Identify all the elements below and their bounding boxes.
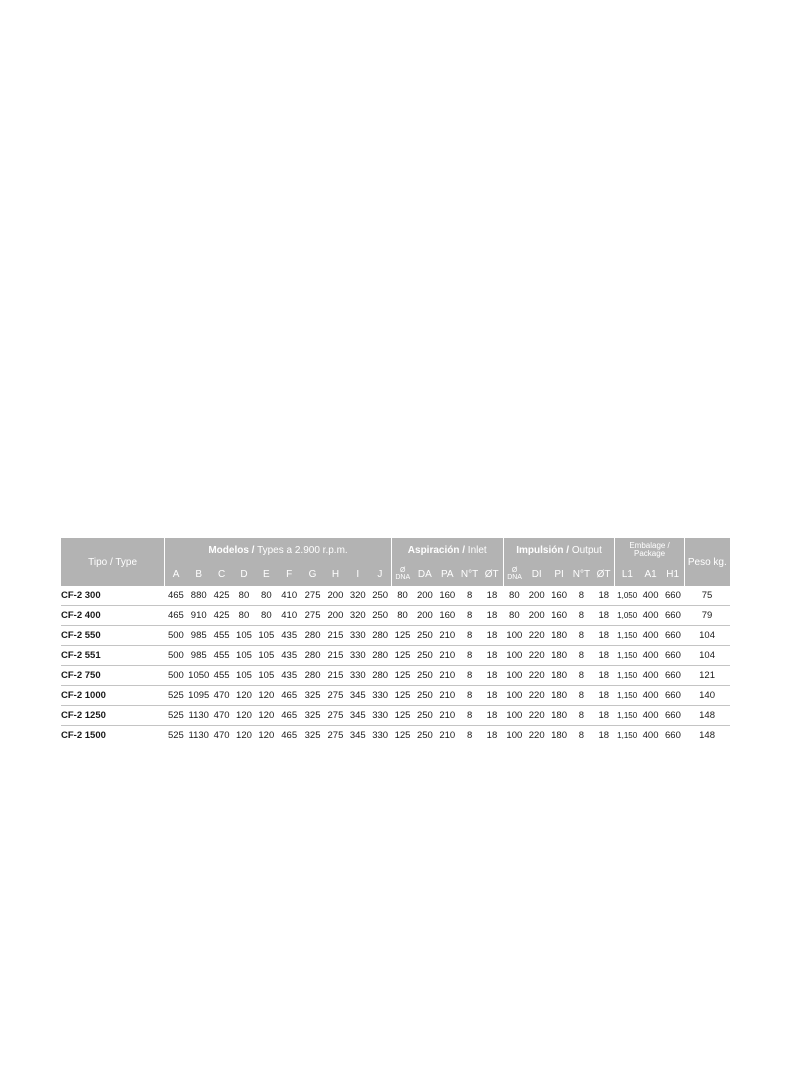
value-cell: 8 [458, 666, 480, 686]
value-cell: 120 [233, 686, 255, 706]
value-cell: 8 [466, 730, 473, 741]
value-cell: 200 [324, 586, 346, 606]
value-cell: 215 [324, 646, 346, 666]
peso-header: Peso kg. [684, 538, 730, 586]
value-cell: 400 [639, 626, 661, 646]
value-cell: 435 [278, 666, 301, 686]
value-cell: 8 [458, 606, 480, 626]
value-cell: 1,150 [615, 666, 639, 686]
value-cell: 220 [526, 646, 548, 666]
value-cell: 1,150 [615, 626, 639, 646]
value-cell: 330 [369, 686, 391, 706]
value-cell: 18 [593, 706, 615, 726]
value-cell: 75 [684, 586, 730, 606]
value-cell: 985 [187, 646, 210, 666]
model-cell: CF-2 1250 [61, 706, 165, 726]
value-cell: 660 [662, 606, 684, 626]
value-cell: 100 [503, 706, 525, 726]
value-cell: 18 [593, 606, 615, 626]
value-cell: 660 [662, 626, 684, 646]
table-row [61, 706, 730, 726]
col-b-header: B [187, 562, 210, 586]
value-cell: 660 [662, 646, 684, 666]
col-imp-dna-header: Ø DNA [503, 562, 525, 586]
value-cell: 400 [642, 730, 659, 741]
value-cell: 18 [481, 666, 503, 686]
value-cell: 660 [662, 586, 684, 606]
value-cell: 470 [210, 706, 232, 726]
value-cell: 80 [503, 586, 525, 606]
value-cell: 465 [278, 686, 301, 706]
table-row [61, 726, 730, 746]
value-cell: 8 [578, 730, 585, 741]
model-cell: CF-2 1500 [61, 730, 106, 741]
value-cell: 125 [391, 626, 413, 646]
col-l1-header: L1 [615, 562, 639, 586]
value-cell: 435 [278, 646, 301, 666]
model-cell: CF-2 550 [61, 626, 165, 646]
value-cell: 105 [233, 626, 255, 646]
value-cell: 79 [684, 606, 730, 626]
value-cell: 18 [593, 586, 615, 606]
value-cell: 200 [526, 586, 548, 606]
value-cell: 220 [528, 730, 545, 741]
value-cell: 410 [278, 606, 301, 626]
value-cell: 400 [639, 586, 661, 606]
value-cell: 180 [548, 646, 570, 666]
value-cell: 120 [233, 706, 255, 726]
value-cell: 455 [210, 626, 232, 646]
value-cell: 8 [458, 646, 480, 666]
value-cell: 250 [414, 666, 436, 686]
value-cell: 660 [662, 706, 684, 726]
value-cell: 220 [526, 666, 548, 686]
value-cell: 525 [167, 730, 184, 741]
value-cell: 8 [458, 586, 480, 606]
specs-table-wrapper [61, 538, 730, 745]
value-cell: 121 [684, 666, 730, 686]
value-cell: 18 [481, 686, 503, 706]
value-cell: 220 [526, 686, 548, 706]
value-cell: 104 [684, 626, 730, 646]
value-cell: 345 [349, 730, 366, 741]
table-row [61, 646, 730, 666]
col-f-header: F [278, 562, 301, 586]
embalage-group-header: Embalage / Package [615, 538, 684, 562]
model-cell: CF-2 300 [61, 586, 165, 606]
value-cell: 500 [165, 646, 187, 666]
value-cell: 148 [699, 730, 715, 741]
value-cell: 105 [233, 666, 255, 686]
value-cell: 120 [236, 730, 252, 741]
value-cell: 500 [165, 666, 187, 686]
value-cell: 455 [210, 666, 232, 686]
value-cell: 18 [486, 730, 498, 741]
value-cell: 105 [255, 646, 277, 666]
value-cell: 470 [213, 730, 230, 741]
value-cell: 100 [503, 686, 525, 706]
value-cell: 220 [526, 626, 548, 646]
value-cell: 180 [548, 666, 570, 686]
value-cell: 330 [372, 730, 389, 741]
value-cell: 1,150 [617, 731, 638, 740]
value-cell: 140 [684, 686, 730, 706]
value-cell: 400 [639, 686, 661, 706]
model-cell: CF-2 1000 [61, 686, 165, 706]
value-cell: 105 [255, 626, 277, 646]
table-row [61, 586, 730, 606]
value-cell: 325 [304, 730, 321, 741]
value-cell: 250 [414, 706, 436, 726]
value-cell: 180 [551, 730, 567, 741]
tipo-header: Tipo / Type [61, 538, 165, 586]
value-cell: 8 [570, 586, 592, 606]
value-cell: 1095 [187, 686, 210, 706]
value-cell: 100 [503, 626, 525, 646]
value-cell: 18 [593, 686, 615, 706]
value-cell: 280 [369, 626, 391, 646]
value-cell: 400 [639, 666, 661, 686]
value-cell: 280 [369, 646, 391, 666]
value-cell: 465 [165, 586, 187, 606]
value-cell: 465 [281, 730, 298, 741]
value-cell: 275 [301, 586, 324, 606]
value-cell: 180 [548, 706, 570, 726]
col-pa-header: PA [436, 562, 458, 586]
value-cell: 250 [414, 686, 436, 706]
value-cell: 104 [684, 646, 730, 666]
col-asp-nt-header: N°T [458, 562, 480, 586]
value-cell: 200 [526, 606, 548, 626]
value-cell: 250 [414, 626, 436, 646]
value-cell: 275 [301, 606, 324, 626]
value-cell: 8 [570, 646, 592, 666]
value-cell: 18 [481, 706, 503, 726]
value-cell: 660 [662, 686, 684, 706]
value-cell: 18 [593, 626, 615, 646]
pump-specs-table [61, 538, 730, 745]
value-cell: 210 [436, 686, 458, 706]
value-cell: 8 [570, 666, 592, 686]
value-cell: 210 [436, 666, 458, 686]
value-cell: 80 [233, 586, 255, 606]
value-cell: 80 [255, 586, 277, 606]
col-imp-ot-header: ØT [593, 562, 615, 586]
value-cell: 210 [439, 730, 456, 741]
value-cell: 500 [165, 626, 187, 646]
value-cell: 425 [210, 606, 232, 626]
modelos-group-header: Modelos / Types a 2.900 r.p.m. [165, 538, 392, 562]
value-cell: 100 [503, 646, 525, 666]
value-cell: 425 [210, 586, 232, 606]
value-cell: 125 [391, 706, 413, 726]
value-cell: 80 [255, 606, 277, 626]
value-cell: 215 [324, 626, 346, 646]
col-di-header: DI [526, 562, 548, 586]
col-h-header: H [324, 562, 346, 586]
value-cell: 1050 [187, 666, 210, 686]
value-cell: 1,150 [615, 646, 639, 666]
col-asp-ot-header: ØT [481, 562, 503, 586]
aspiracion-group-header: Aspiración / Inlet [391, 538, 503, 562]
value-cell: 180 [548, 626, 570, 646]
value-cell: 160 [436, 586, 458, 606]
value-cell: 250 [414, 646, 436, 666]
value-cell: 105 [255, 666, 277, 686]
value-cell: 250 [369, 606, 391, 626]
model-cell: CF-2 400 [61, 606, 165, 626]
value-cell: 1,050 [615, 606, 639, 626]
value-cell: 1,150 [615, 706, 639, 726]
value-cell: 100 [506, 730, 523, 741]
value-cell: 8 [570, 606, 592, 626]
value-cell: 280 [301, 626, 324, 646]
col-i-header: I [347, 562, 369, 586]
value-cell: 120 [258, 730, 275, 741]
value-cell: 80 [233, 606, 255, 626]
value-cell: 105 [233, 646, 255, 666]
value-cell: 80 [391, 606, 413, 626]
value-cell: 320 [347, 586, 369, 606]
value-cell: 18 [481, 586, 503, 606]
value-cell: 525 [165, 706, 187, 726]
value-cell: 18 [598, 730, 610, 741]
model-cell: CF-2 551 [61, 646, 165, 666]
value-cell: 250 [416, 730, 433, 741]
value-cell: 1,050 [615, 586, 639, 606]
col-g-header: G [301, 562, 324, 586]
impulsion-group-header: Impulsión / Output [503, 538, 615, 562]
value-cell: 435 [278, 626, 301, 646]
value-cell: 100 [503, 666, 525, 686]
value-cell: 330 [347, 646, 369, 666]
value-cell: 125 [394, 730, 411, 741]
value-cell: 470 [210, 686, 232, 706]
col-da-header: DA [414, 562, 436, 586]
value-cell: 660 [662, 666, 684, 686]
value-cell: 125 [391, 646, 413, 666]
value-cell: 210 [436, 706, 458, 726]
col-a-header: A [165, 562, 187, 586]
value-cell: 200 [414, 606, 436, 626]
col-d-header: D [233, 562, 255, 586]
value-cell: 18 [593, 646, 615, 666]
value-cell: 280 [301, 666, 324, 686]
value-cell: 320 [347, 606, 369, 626]
value-cell: 1130 [187, 706, 210, 726]
col-asp-dna-header: Ø DNA [391, 562, 413, 586]
value-cell: 8 [570, 686, 592, 706]
value-cell: 910 [187, 606, 210, 626]
value-cell: 345 [347, 706, 369, 726]
table-header [61, 538, 730, 586]
value-cell: 120 [255, 706, 277, 726]
value-cell: 330 [347, 626, 369, 646]
col-e-header: E [255, 562, 277, 586]
value-cell: 8 [570, 626, 592, 646]
value-cell: 200 [324, 606, 346, 626]
value-cell: 400 [639, 706, 661, 726]
value-cell: 525 [165, 686, 187, 706]
value-cell: 400 [639, 606, 661, 626]
value-cell: 80 [391, 586, 413, 606]
value-cell: 325 [301, 686, 324, 706]
value-cell: 18 [481, 646, 503, 666]
value-cell: 210 [436, 646, 458, 666]
value-cell: 465 [165, 606, 187, 626]
value-cell: 330 [369, 706, 391, 726]
value-cell: 330 [347, 666, 369, 686]
value-cell: 125 [391, 686, 413, 706]
value-cell: 18 [481, 606, 503, 626]
table-row [61, 626, 730, 646]
value-cell: 160 [548, 586, 570, 606]
model-cell: CF-2 750 [61, 666, 165, 686]
value-cell: 660 [665, 730, 681, 741]
table-body [61, 586, 730, 745]
value-cell: 210 [436, 626, 458, 646]
value-cell: 400 [639, 646, 661, 666]
value-cell: 215 [324, 666, 346, 686]
value-cell: 1130 [188, 730, 209, 741]
value-cell: 880 [187, 586, 210, 606]
table-row [61, 686, 730, 706]
value-cell: 325 [301, 706, 324, 726]
col-pi-header: PI [548, 562, 570, 586]
value-cell: 275 [324, 706, 346, 726]
table-row [61, 606, 730, 626]
value-cell: 120 [255, 686, 277, 706]
value-cell: 455 [210, 646, 232, 666]
value-cell: 1,150 [615, 686, 639, 706]
value-cell: 275 [324, 686, 346, 706]
value-cell: 8 [458, 686, 480, 706]
value-cell: 280 [369, 666, 391, 686]
col-a1-header: A1 [639, 562, 661, 586]
value-cell: 465 [278, 706, 301, 726]
value-cell: 280 [301, 646, 324, 666]
value-cell: 410 [278, 586, 301, 606]
value-cell: 125 [391, 666, 413, 686]
value-cell: 220 [526, 706, 548, 726]
value-cell: 18 [593, 666, 615, 686]
value-cell: 148 [684, 706, 730, 726]
col-imp-nt-header: N°T [570, 562, 592, 586]
value-cell: 80 [503, 606, 525, 626]
value-cell: 985 [187, 626, 210, 646]
col-h1-header: H1 [662, 562, 684, 586]
value-cell: 8 [458, 626, 480, 646]
value-cell: 250 [369, 586, 391, 606]
col-j-header: J [369, 562, 391, 586]
value-cell: 18 [481, 626, 503, 646]
value-cell: 8 [458, 706, 480, 726]
value-cell: 160 [548, 606, 570, 626]
value-cell: 8 [570, 706, 592, 726]
value-cell: 345 [347, 686, 369, 706]
header-row-groups [61, 538, 730, 562]
value-cell: 160 [436, 606, 458, 626]
value-cell: 275 [327, 730, 344, 741]
value-cell: 180 [548, 686, 570, 706]
table-row [61, 666, 730, 686]
value-cell: 200 [414, 586, 436, 606]
col-c-header: C [210, 562, 232, 586]
